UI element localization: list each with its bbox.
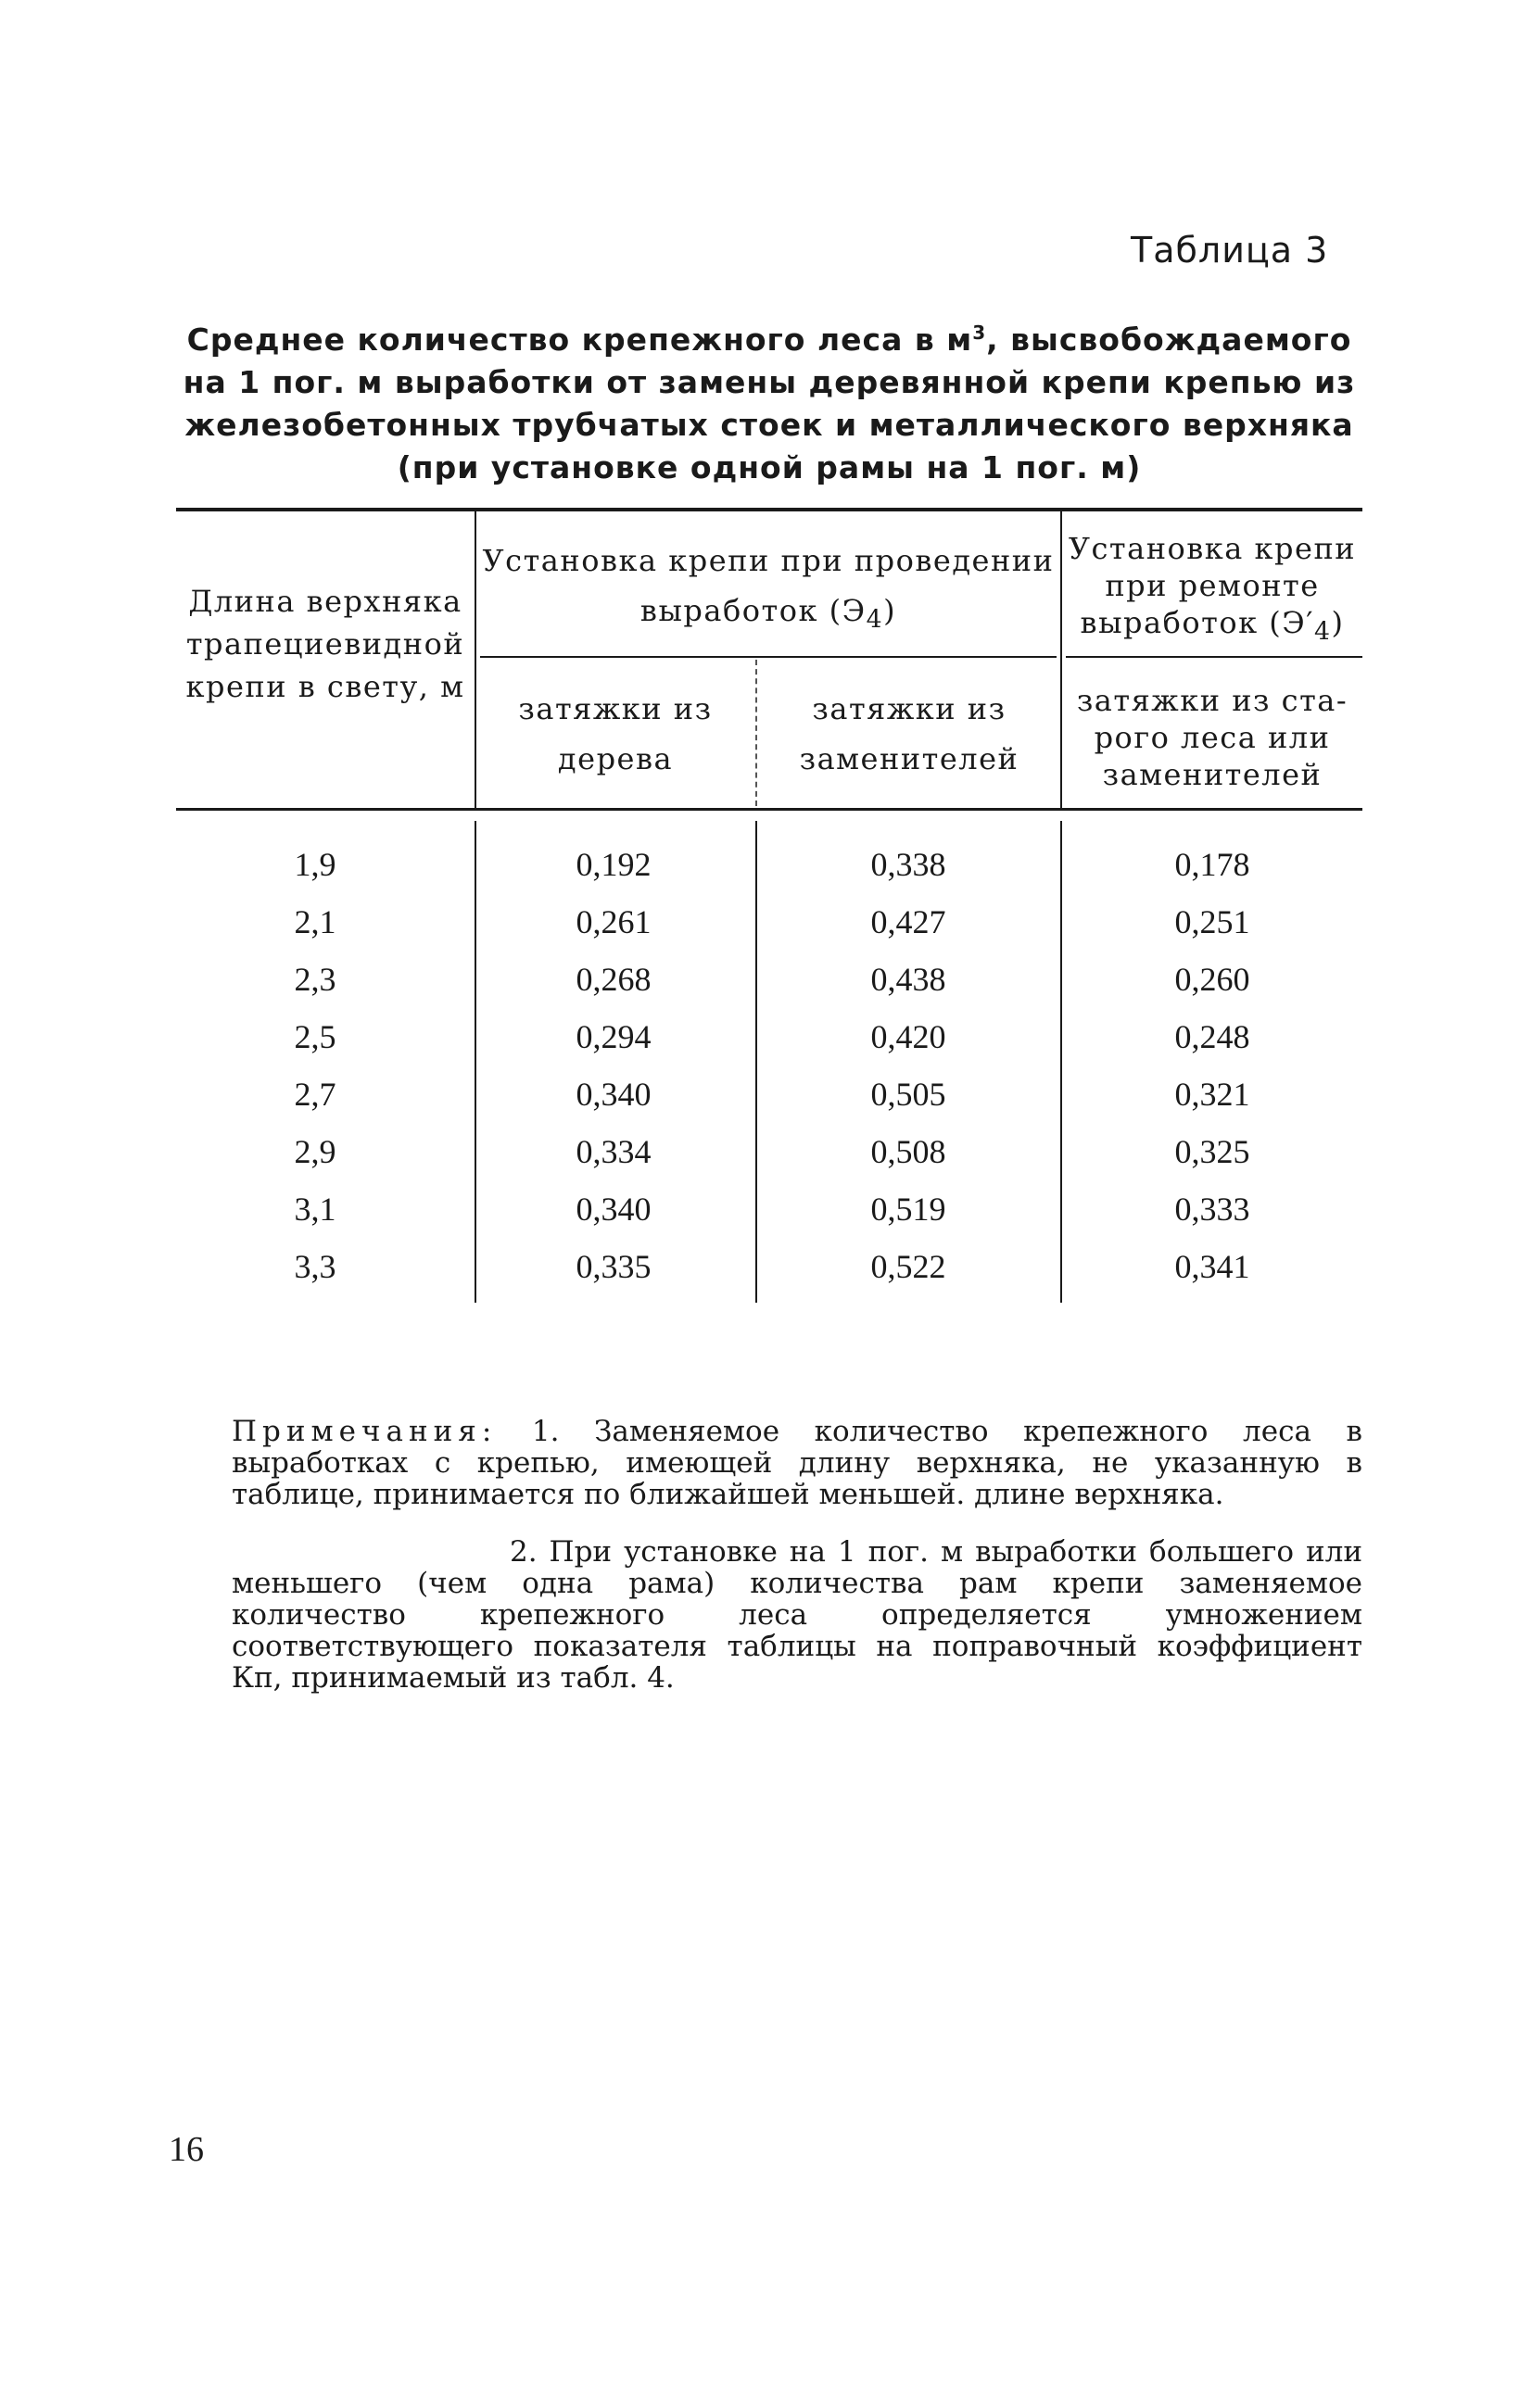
title-line-1: Среднее количество крепежного леса в $м^3$, высвобождаемого	[186, 321, 1352, 358]
col-separator-2-body	[755, 821, 757, 1303]
cell-substitutes: 0,505	[870, 1076, 946, 1113]
cell-substitutes: 0,338	[870, 846, 946, 883]
col-separator-3-body	[1060, 821, 1062, 1303]
header-lagging-substitutes: затяжки из заменителей	[799, 691, 1019, 776]
note-1-text: 1. Заменяемое количество крепежного леса в выработках с крепью, имеющей длину верхняка, не указанную в таблице, принимается по ближайшей меньшей. длине верхняка.	[232, 1415, 1362, 1511]
table-label: Таблица 3	[1131, 230, 1329, 271]
header-lagging-wood: затяжки из дерева	[518, 691, 713, 776]
cell-wood: 0,335	[576, 1248, 652, 1285]
cell-length: 2,7	[294, 1076, 336, 1113]
cell-substitutes: 0,420	[870, 1018, 946, 1055]
table-top-rule	[176, 508, 1362, 511]
note-1	[232, 1416, 1362, 1510]
cell-wood: 0,340	[576, 1076, 652, 1113]
cell-repair: 0,251	[1174, 903, 1250, 940]
cell-length: 2,5	[294, 1018, 336, 1055]
cell-length: 2,1	[294, 903, 336, 940]
cell-repair: 0,178	[1174, 846, 1250, 883]
title-line-2: на 1 пог. м выработки от замены деревянной крепи крепью из	[183, 364, 1356, 400]
header-lagging-old-wood: затяжки из ста- рого леса или заменителей	[1076, 683, 1348, 792]
cell-repair: 0,341	[1174, 1248, 1250, 1285]
cell-length: 2,9	[294, 1133, 336, 1170]
cell-substitutes: 0,519	[870, 1191, 946, 1228]
note-2-text: 2. При установке на 1 пог. м выработки большего или меньшего (чем одна рама) количества рам крепи заменяемое количество крепежного леса определяется умножением соответствующего показателя таблицы на поправочный коэффициент Кп, принимаемый из табл. 4.	[232, 1535, 1362, 1695]
header-bottom-rule	[176, 808, 1362, 811]
cell-substitutes: 0,508	[870, 1133, 946, 1170]
col-separator-1-body	[475, 821, 476, 1303]
cell-wood: 0,268	[576, 961, 652, 998]
notes-label: Примечания:	[232, 1415, 498, 1448]
cell-repair: 0,321	[1174, 1076, 1250, 1113]
header-mid-rule-1	[480, 656, 1057, 658]
header-length: Длина верхняка трапециевидной крепи в свету, м	[185, 584, 465, 704]
cell-length: 3,1	[294, 1191, 336, 1228]
cell-repair: 0,260	[1174, 961, 1250, 998]
cell-substitutes: 0,438	[870, 961, 946, 998]
cell-repair: 0,248	[1174, 1018, 1250, 1055]
cell-length: 1,9	[294, 846, 336, 883]
cell-length: 2,3	[294, 961, 336, 998]
cell-substitutes: 0,427	[870, 903, 946, 940]
title-line-3: железобетонных трубчатых стоек и металлического верхняка	[184, 407, 1354, 443]
header-mid-rule-2	[1066, 656, 1362, 658]
page-number: 16	[169, 2130, 204, 2169]
cell-length: 3,3	[294, 1248, 336, 1285]
cell-wood: 0,261	[576, 903, 652, 940]
col-separator-2-header	[755, 660, 757, 806]
note-2	[232, 1536, 1362, 1694]
cell-wood: 0,294	[576, 1018, 652, 1055]
cell-repair: 0,325	[1174, 1133, 1250, 1170]
cell-substitutes: 0,522	[870, 1248, 946, 1285]
title-line-4: (при установке одной рамы на 1 пог. м)	[397, 449, 1142, 485]
header-installation-driving: Установка крепи при проведении выработок $(Э_4)$	[482, 543, 1055, 635]
table-title	[167, 311, 1372, 489]
cell-wood: 0,192	[576, 846, 652, 883]
cell-repair: 0,333	[1174, 1191, 1250, 1228]
cell-wood: 0,340	[576, 1191, 652, 1228]
cell-wood: 0,334	[576, 1133, 652, 1170]
header-installation-repair: Установка крепи при ремонте выработок $(Э'_4)$	[1068, 531, 1357, 647]
